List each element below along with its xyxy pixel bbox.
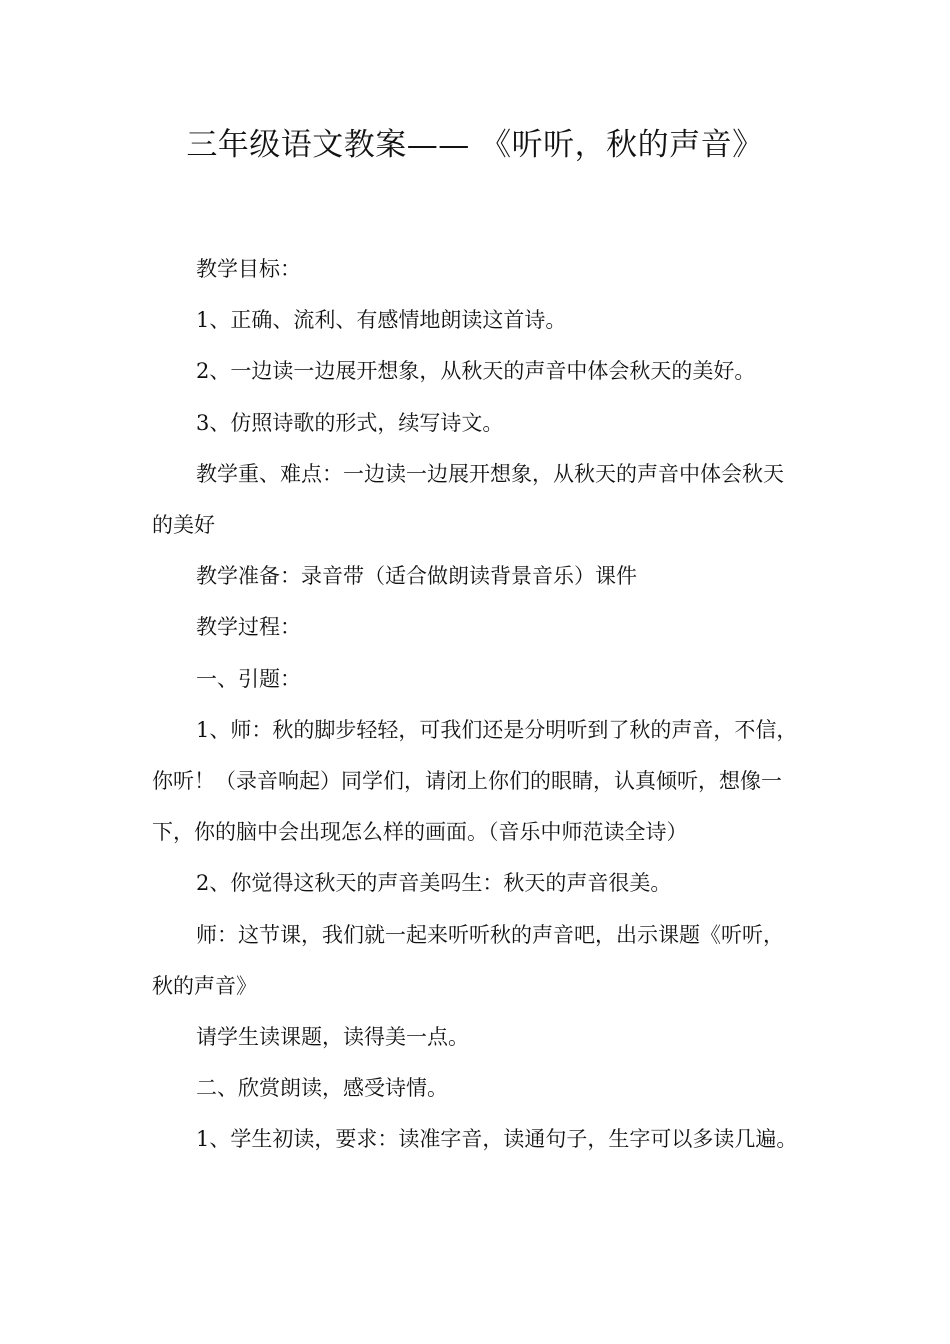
paragraph-goal-1: 1、正确、流利、有感情地朗读这首诗。	[196, 308, 567, 333]
document-title: 三年级语文教案—— 《听听，秋的声音》	[186, 127, 764, 163]
paragraph-goal-2: 2、一边读一边展开想象，从秋天的声音中体会秋天的美好。	[196, 359, 756, 384]
paragraph-key-points: 教学重、难点：一边读一边展开想象，从秋天的声音中体会秋天的美好	[152, 461, 784, 538]
document-body	[152, 244, 804, 1166]
paragraph-teaching-goals-heading: 教学目标：	[196, 257, 301, 281]
paragraph-goal-3: 3、仿照诗歌的形式，续写诗文。	[196, 410, 504, 435]
paragraph-teacher-intro: 师：这节课，我们就一起来听听秋的声音吧，出示课题《听听，秋的声音》	[152, 922, 784, 998]
paragraph-section-1-heading: 一、引题：	[196, 666, 301, 691]
paragraph-process-heading: 教学过程：	[196, 615, 301, 640]
paragraph-preparation: 教学准备：录音带（适合做朗读背景音乐）课件	[196, 564, 637, 589]
paragraph-read-title: 请学生读课题，读得美一点。	[196, 1025, 469, 1050]
paragraph-first-reading: 1、学生初读，要求：读准字音，读通句子，生字可以多读几遍。	[196, 1127, 798, 1152]
paragraph-section-2-heading: 二、欣赏朗读，感受诗情。	[196, 1076, 448, 1101]
paragraph-step-2: 2、你觉得这秋天的声音美吗生：秋天的声音很美。	[196, 871, 672, 896]
paragraph-step-1: 1、师：秋的脚步轻轻，可我们还是分明听到了秋的声音，不信，你听！（录音响起）同学们，请闭上你们的眼睛，认真倾听，想像一下，你的脑中会出现怎么样的画面。（音乐中师范读全诗）	[152, 717, 798, 845]
